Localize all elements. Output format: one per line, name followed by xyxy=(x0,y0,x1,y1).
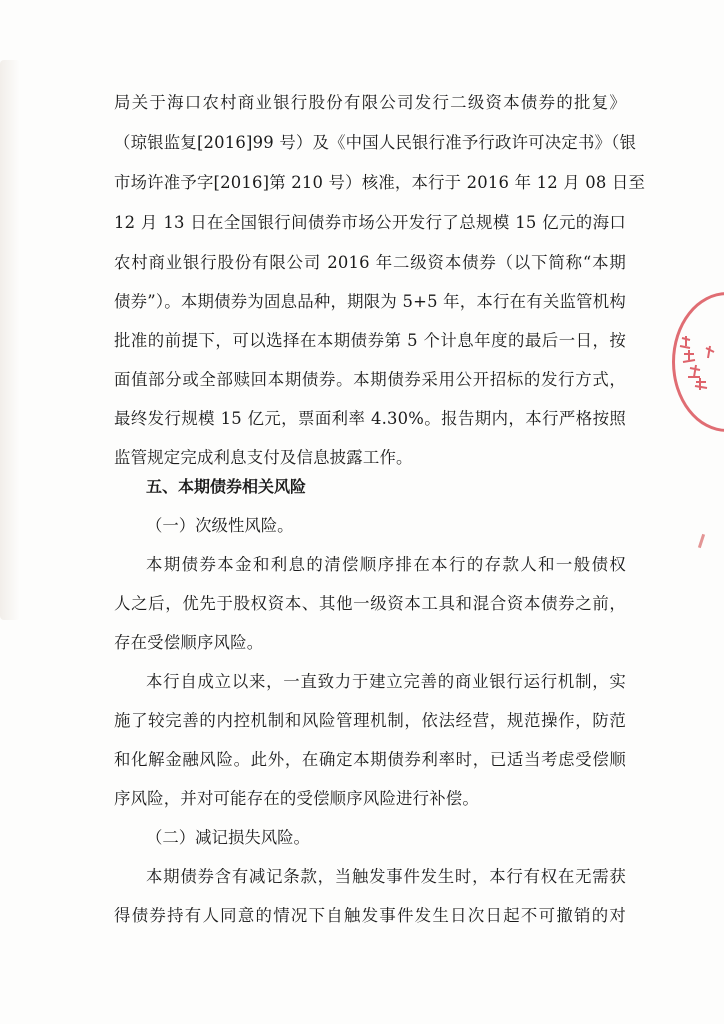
paragraph-1-line-1: 局关于海口农村商业银行股份有限公司发行二级资本债券的批复》 xyxy=(114,93,626,112)
paragraph-1-line-3: 市场许准予字[2016]第 210 号）核准，本行于 2016 年 12 月 08 日至 xyxy=(114,173,646,192)
paragraph-1-line-9: 最终发行规模 15 亿元，票面利率 4.30%。报告期内，本行严格按照 xyxy=(114,409,626,428)
paragraph-3-line-2: 施了较完善的内控机制和风险管理机制，依法经营，规范操作，防范 xyxy=(114,711,626,730)
paragraph-4-line-1: 本期债券含有减记条款，当触发事件发生时，本行有权在无需获 xyxy=(146,867,626,886)
subsection-2-heading: （二）减记损失风险。 xyxy=(146,828,310,847)
seal-text-graphic xyxy=(676,330,724,400)
paragraph-2-line-3: 存在受偿顺序风险。 xyxy=(114,633,264,652)
seal-lettering xyxy=(676,330,724,400)
paragraph-2-line-1: 本期债券本金和利息的清偿顺序排在本行的存款人和一般债权 xyxy=(146,555,626,574)
scan-mark xyxy=(698,534,705,548)
paragraph-3-line-4: 序风险，并对可能存在的受偿顺序风险进行补偿。 xyxy=(114,789,479,808)
subsection-1-heading: （一）次级性风险。 xyxy=(146,516,294,535)
scan-smudge xyxy=(0,60,20,620)
paragraph-1-line-2: （琼银监复[2016]99 号）及《中国人民银行准予行政许可决定书》（银 xyxy=(114,133,637,152)
paragraph-3-line-1: 本行自成立以来，一直致力于建立完善的商业银行运行机制，实 xyxy=(146,672,626,691)
paragraph-1-line-7: 批准的前提下，可以选择在本期债券第 5 个计息年度的最后一日，按 xyxy=(114,331,626,350)
paragraph-1-line-8: 面值部分或全部赎回本期债券。本期债券采用公开招标的发行方式， xyxy=(114,370,626,389)
paragraph-1-line-5: 农村商业银行股份有限公司 2016 年二级资本债券（以下简称“本期 xyxy=(114,253,626,272)
paragraph-3-line-3: 和化解金融风险。此外，在确定本期债券利率时，已适当考虑受偿顺 xyxy=(114,750,626,769)
paragraph-1-line-10: 监管规定完成利息支付及信息披露工作。 xyxy=(114,448,413,467)
paragraph-1-line-6: 债券”）。本期债券为固息品种，期限为 5+5 年，本行在有关监管机构 xyxy=(114,292,626,311)
paragraph-1-line-4: 12 月 13 日在全国银行间债券市场公开发行了总规模 15 亿元的海口 xyxy=(114,213,626,232)
paragraph-2-line-2: 人之后，优先于股权资本、其他一级资本工具和混合资本债券之前， xyxy=(114,594,626,613)
section-heading: 五、本期债券相关风险 xyxy=(146,477,307,496)
paragraph-4-line-2: 得债券持有人同意的情况下自触发事件发生日次日起不可撤销的对 xyxy=(114,906,626,925)
